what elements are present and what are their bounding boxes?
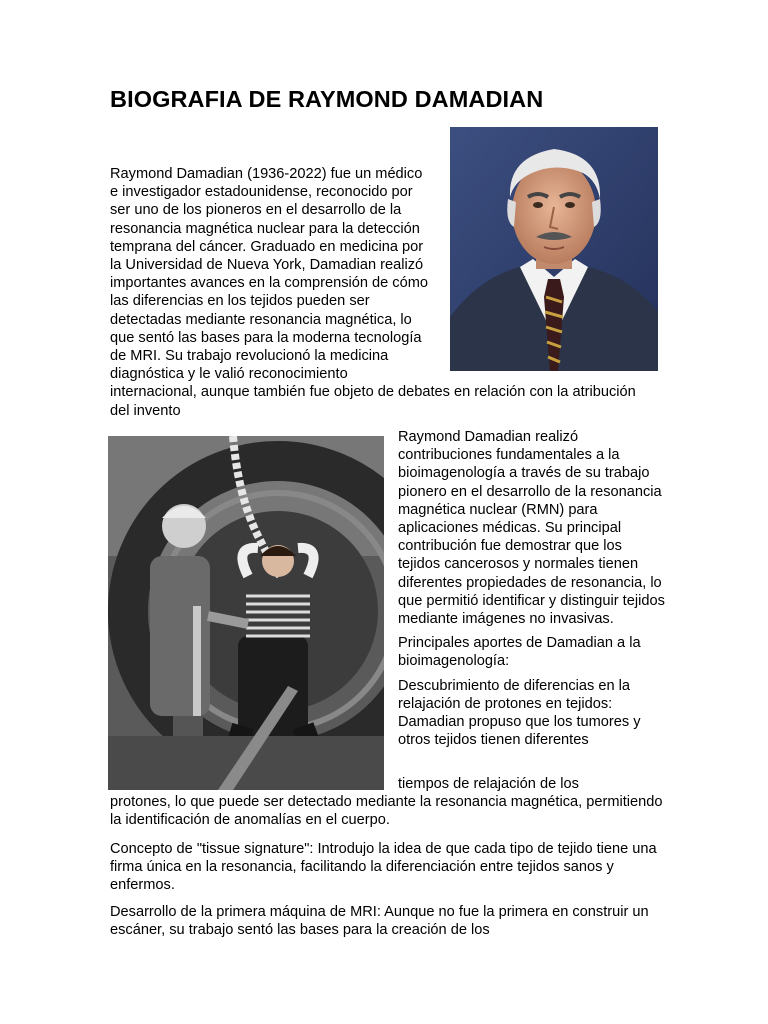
aportes-heading: Principales aportes de Damadian a la bioimagenología: bbox=[398, 635, 641, 670]
contributions-paragraph: Raymond Damadian realizó contribuciones fundamentales a la bioimagenología a través de su trabajo pionero en el desarrollo de la resonancia magnética nuclear (RMN) para aplicaciones médicas. Su principal contribución fue demostrar que los tejidos cancerosos y normales tienen diferentes propiedades de resonancia, lo que permitió identificar y distinguir tejidos mediante imágenes no invasivas. bbox=[398, 429, 665, 628]
descubrimiento-indent-line: tiempos de relajación de los bbox=[398, 776, 579, 792]
page-title: BIOGRAFIA DE RAYMOND DAMADIAN bbox=[110, 86, 544, 112]
tissue-signature-paragraph: Concepto de "tissue signature": Introdujo la idea de que cada tipo de tejido tiene una firma única en la resonancia, facilitando la diferenciación entre tejidos sanos y enfermos. bbox=[110, 841, 657, 894]
lab-photo bbox=[108, 436, 384, 790]
contributions-column bbox=[398, 428, 668, 755]
descubrimiento-paragraph-top: Descubrimiento de diferencias en la relajación de protones en tejidos: Damadian propuso que los tumores y otros tejidos tienen diferentes bbox=[398, 677, 641, 749]
intro-text: Raymond Damadian (1936-2022) fue un médico e investigador estadounidense, reconocido por ser uno de los pioneros en el desarrollo de la resonancia magnética nuclear para la detección temprana del cáncer. Graduado en medicina por la Universidad de Nueva York, Damadian realizó importantes avances en la comprensión de cómo las diferencias en los tejidos pueden ser detectadas mediante resonancia magnética, lo que sentó las bases para la moderna tecnología de MRI. Su trabajo revolucionó la medicina diagnóstica y le valió reconocimiento internacional, aunque también fue objeto de debates en relación con la atribución del invento bbox=[110, 166, 636, 419]
primera-maquina-paragraph: Desarrollo de la primera máquina de MRI: Aunque no fue la primera en construir un escáner, su trabajo sentó las bases para la creación de los bbox=[110, 904, 649, 939]
portrait-photo bbox=[450, 127, 658, 371]
descubrimiento-paragraph-bottom: protones, lo que puede ser detectado mediante la resonancia magnética, permitiendo la identificación de anomalías en el cuerpo. bbox=[110, 794, 663, 829]
